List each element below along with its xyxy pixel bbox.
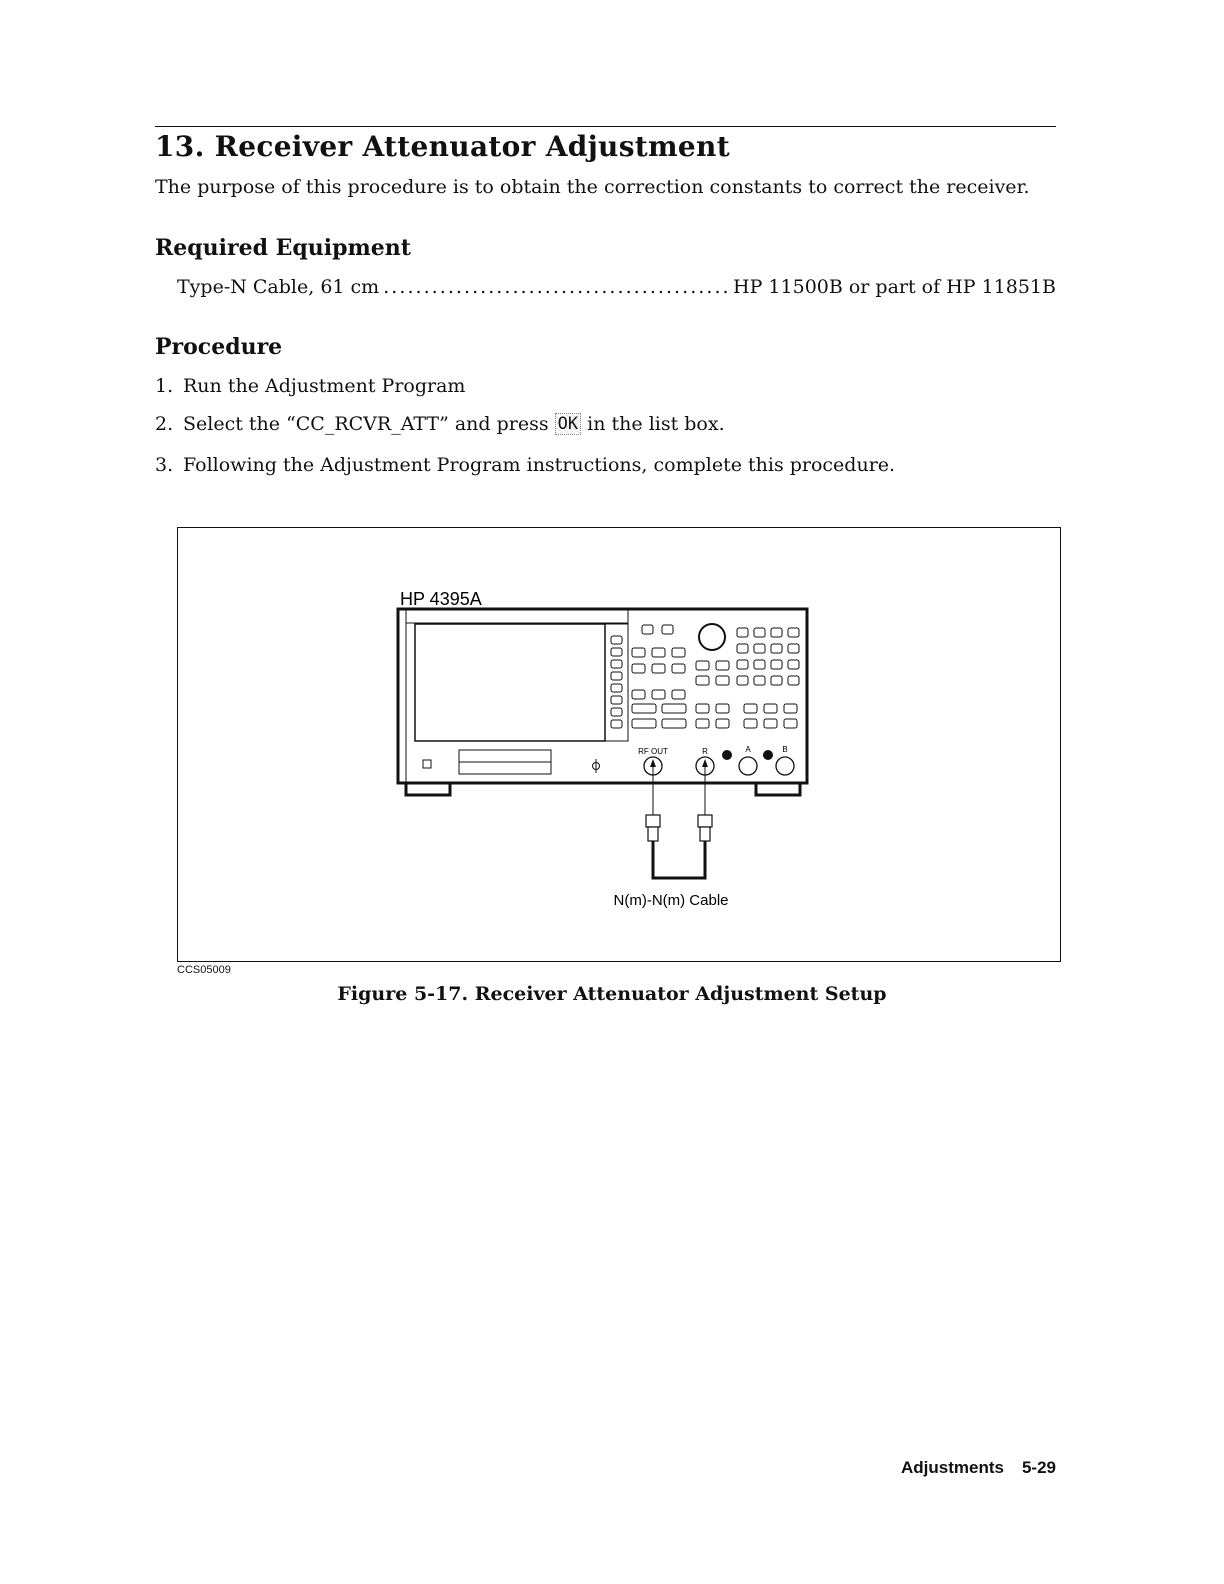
ok-softkey: OK <box>555 413 581 435</box>
step-text: Run the Adjustment Program <box>183 375 466 397</box>
instrument-label: HP 4395A <box>400 589 482 609</box>
rotary-knob <box>699 624 725 650</box>
footer-section: Adjustments <box>901 1458 1004 1477</box>
step-number: 3. <box>155 454 174 476</box>
step-text: Following the Adjustment Program instructions, complete this procedure. <box>183 454 896 476</box>
display-screen <box>415 624 605 741</box>
equipment-row <box>177 276 1056 298</box>
port-b-indicator <box>763 750 773 760</box>
step-text-pre: Select the “CC_RCVR_ATT” and press <box>183 413 555 435</box>
rf-out-label: RF OUT <box>638 747 668 756</box>
port-b <box>776 757 794 775</box>
port-a <box>739 757 757 775</box>
cable-label: N(m)-N(m) Cable <box>613 892 729 909</box>
figure-frame <box>177 527 1061 962</box>
port-b-label: B <box>782 745 788 754</box>
step-1 <box>155 375 465 397</box>
page-footer <box>900 1458 1056 1478</box>
right-foot <box>756 783 800 795</box>
setup-diagram <box>178 528 1062 963</box>
intro-paragraph: The purpose of this procedure is to obtain the correction constants to correct the receiver. <box>155 176 1030 198</box>
step-number: 1. <box>155 375 174 397</box>
figure-caption: Figure 5-17. Receiver Attenuator Adjustment Setup <box>337 983 887 1005</box>
title-rule <box>155 126 1056 127</box>
port-r-label: R <box>702 747 708 756</box>
figure-id: CCS05009 <box>177 964 231 976</box>
leader-dots <box>383 276 729 298</box>
step-3 <box>155 454 895 476</box>
page-number: 5-29 <box>1021 1458 1056 1477</box>
equipment-name: Type-N Cable, 61 cm <box>177 276 380 298</box>
procedure-heading: Procedure <box>155 334 283 360</box>
required-equipment-heading: Required Equipment <box>155 235 411 261</box>
port-a-label: A <box>745 745 751 754</box>
power-switch <box>423 760 431 768</box>
step-2 <box>155 413 725 435</box>
step-number: 2. <box>155 413 174 435</box>
port-a-indicator <box>722 750 732 760</box>
equipment-part: HP 11500B or part of HP 11851B <box>733 276 1056 298</box>
left-foot <box>406 783 450 795</box>
section-title: 13. Receiver Attenuator Adjustment <box>155 130 730 163</box>
step-text-post: in the list box. <box>581 413 725 435</box>
